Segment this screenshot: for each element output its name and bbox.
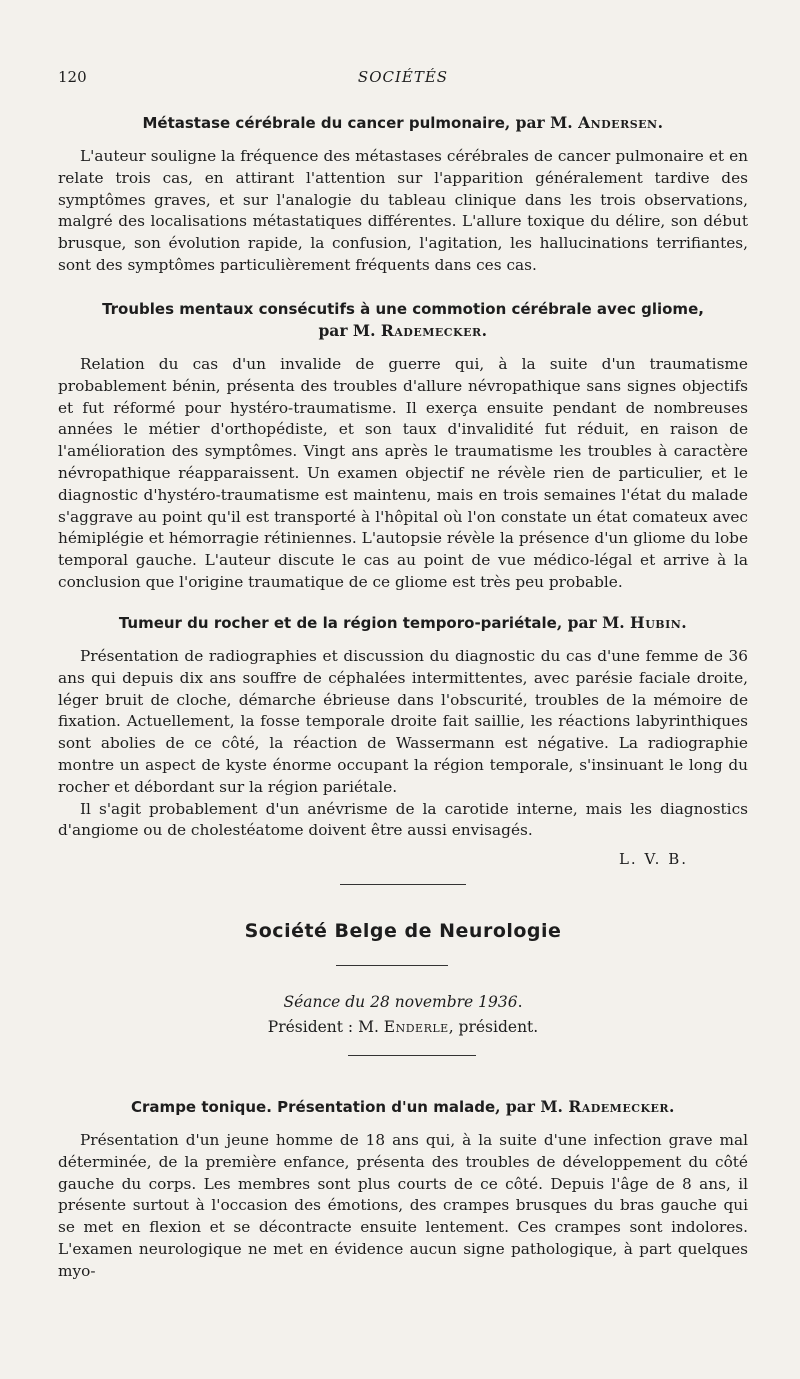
- divider: [336, 965, 448, 966]
- article-title: [58, 298, 748, 342]
- article-author: Hubin.: [630, 613, 688, 632]
- session-label: Séance du: [283, 993, 371, 1011]
- article-title-text: Tumeur du rocher et de la région temporo-pariétale: [118, 614, 557, 632]
- article-paragraph: Il s'agit probablement d'un anévrisme de la carotide interne, mais les diagnostics d'angiome ou de cholestéatome doivent être aussi envisagés.: [58, 799, 748, 840]
- article-crampe-tonique: [58, 1096, 748, 1283]
- president-name: Enderle: [383, 1018, 449, 1036]
- session-date: [58, 993, 748, 1011]
- session-date-end: .: [517, 993, 523, 1011]
- article-paragraph: Présentation d'un jeune homme de 18 ans qui, à la suite d'une infection grave mal déterminée, de la première enfance, présenta des troubles de développement du côté gauche du corps. Les membres sont plus courts de ce côté. Depuis l'âge de 8 ans, il présente surtout à l'occasion des émotions, des crampes brusques du bras gauche qui se met en flexion et se décontracte ensuite lentement. Ces crampes sont indolores. L'examen neurologique ne met en évidence aucun signe pathologique, à part quelques myo-: [58, 1131, 748, 1280]
- article-by: , par M.: [556, 613, 631, 632]
- divider: [348, 1055, 476, 1056]
- article-title-text: Troubles mentaux consécutifs à une commotion cérébrale avec gliome,: [102, 300, 704, 318]
- article-paragraph: L'auteur souligne la fréquence des métastases cérébrales de cancer pulmonaire et en relate trois cas, en attirant l'attention sur l'apparition généralement tardive des symptômes graves, et sur l'analogie du tableau clinique dans les trois observations, malgré des localisations métastatiques différentes. L'allure toxique du délire, son début brusque, son évolution rapide, la confusion, l'agitation, les hallucinations terrifiantes, sont des symptômes particulièrement fréquents dans ces cas.: [58, 147, 748, 274]
- article-troubles-mentaux: [58, 298, 748, 594]
- running-head: [58, 68, 748, 88]
- article-title: [58, 1096, 748, 1118]
- article-by: , par M.: [504, 113, 579, 132]
- running-title: SOCIÉTÉS: [357, 68, 449, 86]
- society-title: Société Belge de Neurologie: [244, 920, 562, 942]
- divider: [340, 884, 466, 885]
- article-author: Andersen.: [578, 113, 664, 132]
- page-number: 120: [58, 68, 87, 86]
- article-title: [58, 612, 748, 634]
- article-by: , par M.: [495, 1097, 569, 1116]
- page: [58, 0, 748, 1379]
- article-title: [58, 112, 748, 134]
- article-title-text: Métastase cérébrale du cancer pulmonaire: [142, 114, 505, 132]
- article-metastase: [58, 112, 748, 277]
- president-suffix: , président.: [448, 1018, 539, 1036]
- article-by: par M.: [318, 321, 381, 340]
- article-paragraph: Présentation de radiographies et discussion du diagnostic du cas d'une femme de 36 ans qui depuis dix ans souffre de céphalées intermittentes, avec parésie faciale droite, léger bruit de cloche, démarche ébrieuse dans l'obscurité, troubles de la mémoire de fixation. Actuellement, la fosse temporale droite fait saillie, les réactions labyrinthiques sont abolies de ce côté, la réaction de Wassermann est négative. La radiographie montre un aspect de kyste énorme occupant la région temporale, s'insinuant le long du rocher et débordant sur la région pariétale.: [58, 647, 748, 796]
- article-author: Rademecker.: [380, 321, 488, 340]
- article-paragraph: Relation du cas d'un invalide de guerre qui, à la suite d'un traumatisme probablement bénin, présenta des troubles d'allure névropathique sans signes objectifs et fut réformé pour hystéro-traumatisme. Il exerça ensuite pendant de nombreuses années le métier d'orthopédiste, et son taux d'invalidité fut réduit, en raison de l'amélioration des symptômes. Vingt ans après le traumatisme les troubles à caractère névropathique réapparaissent. Un examen objectif ne révèle rien de particulier, et le diagnostic d'hystéro-traumatisme est maintenu, mais en trois semaines l'état du malade s'aggrave au point qu'il est transporté à l'hôpital où l'on constate un état comateux avec hémiplégie et hémorragie rétiniennes. L'autopsie révèle la présence d'un gliome du lobe temporal gauche. L'auteur discute le cas au point de vue médico-légal et arrive à la conclusion que l'origine traumatique de ce gliome est très peu probable.: [58, 355, 748, 591]
- article-tumeur-rocher: [58, 612, 748, 868]
- article-title-text: Crampe tonique. Présentation d'un malade: [131, 1098, 496, 1116]
- article-author: Rademecker.: [568, 1097, 675, 1116]
- president-line: [58, 1018, 748, 1036]
- signature: L. V. B.: [618, 850, 688, 869]
- president-prefix: Président : M.: [267, 1018, 384, 1036]
- session-date-text: 28 novembre 1936: [370, 993, 518, 1011]
